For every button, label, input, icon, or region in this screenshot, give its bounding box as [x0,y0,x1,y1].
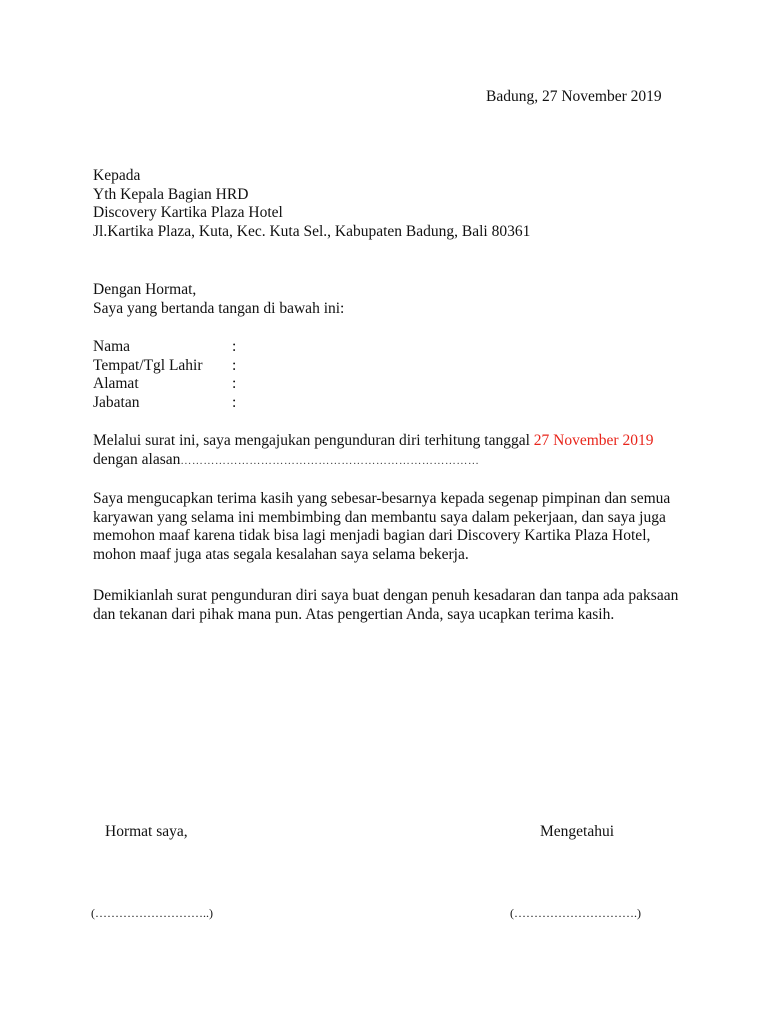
recipient-line: Kepada [93,167,141,184]
salutation: Dengan Hormat, [93,281,197,298]
thanks-paragraph: Saya mengucapkan terima kasih yang sebesar-besarnya kepada segenap pimpinan dan semua karyawan yang selama ini membimbing dan membantu saya dalam pekerjaan, dan saya juga memohon maaf karena tidak bisa lagi menjadi bagian dari Discovery Kartika Plaza Hotel, mohon maaf juga atas segala kesalahan saya selama bekerja. [93,490,671,563]
field-label: Tempat/Tgl Lahir [93,356,203,374]
field-colon: : [232,356,237,374]
identity-fields [93,338,393,412]
field-row-jabatan [93,394,393,413]
resignation-paragraph [93,432,693,470]
field-colon: : [232,338,237,355]
field-row-nama [93,338,393,357]
intro-text: Saya yang bertanda tangan di bawah ini: [93,299,345,317]
field-colon: : [232,375,237,392]
closing-paragraph: Demikianlah surat pengunduran diri saya buat dengan penuh kesadaran dan tanpa ada paksaan dan tekanan dari pihak mana pun. Atas pengertian Anda, saya ucapkan terima kasih. [93,587,679,623]
greeting-block [93,281,344,318]
reason-blank-dots: …………………………………………………………………… [180,454,480,467]
recipient-line: Yth Kepala Bagian HRD [93,185,249,203]
place-date: Badung, 27 November 2019 [486,88,662,105]
paragraph-text: Melalui surat ini, saya mengajukan pengunduran diri terhitung tanggal [93,432,534,449]
signature-label-left: Hormat saya, [105,823,188,840]
field-label: Nama [93,338,131,355]
recipient-line: Jl.Kartika Plaza, Kuta, Kec. Kuta Sel., Kabupaten Badung, Bali 80361 [93,222,531,240]
resignation-date-highlight: 27 November 2019 [533,432,654,449]
field-colon: : [232,393,237,411]
signature-label-right: Mengetahui [540,823,615,840]
field-label: Alamat [93,375,139,392]
paragraph-text: dengan alasan [93,450,181,468]
signature-blank-right: (………………………….) [510,906,641,920]
recipient-block [93,167,530,241]
signature-blank-left: (………………………..) [91,906,213,920]
field-row-alamat [93,375,393,394]
field-label: Jabatan [93,393,140,411]
field-row-tempat-tgl-lahir [93,357,393,376]
recipient-line: Discovery Kartika Plaza Hotel [93,204,283,221]
